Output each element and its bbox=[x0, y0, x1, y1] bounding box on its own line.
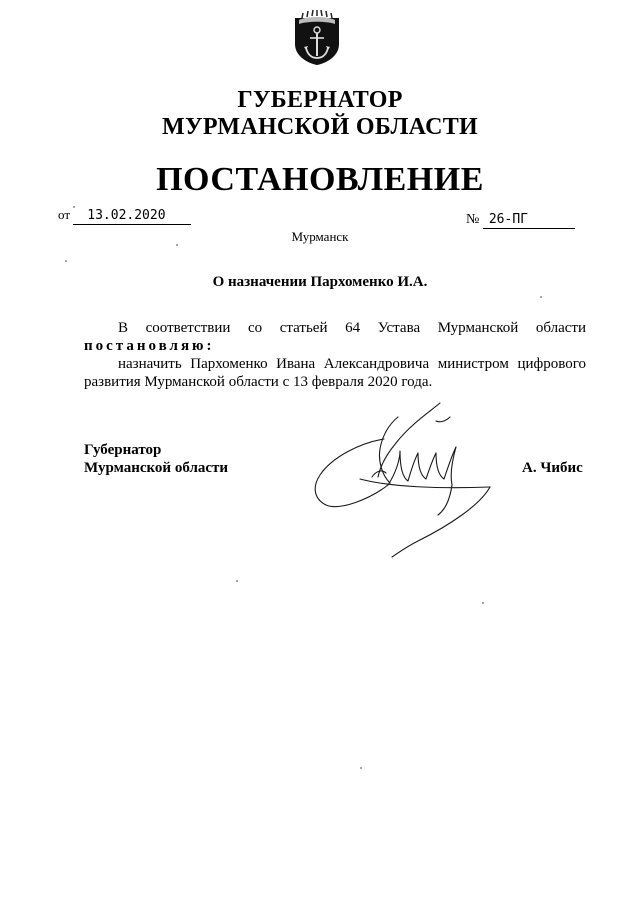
date-value: 13.02.2020 bbox=[73, 208, 191, 225]
number-field bbox=[466, 212, 575, 229]
document-body bbox=[84, 319, 586, 391]
scan-speck bbox=[360, 767, 362, 769]
city-name: Мурманск bbox=[291, 229, 349, 244]
body-paragraph-2: назначить Пархоменко Ивана Александровича министром цифрового развития Мурманской области с 13 февраля 2020 года. bbox=[84, 356, 586, 390]
decree-word: постановляю: bbox=[84, 338, 215, 354]
date-prefix: от bbox=[58, 207, 71, 222]
scan-speck bbox=[65, 260, 67, 262]
number-prefix: № bbox=[466, 212, 480, 227]
body-paragraph-1: В соответствии со статьей 64 Устава Мурманской области bbox=[118, 320, 586, 336]
document-subject: О назначении Пархоменко И.А. bbox=[212, 274, 428, 290]
date-field bbox=[58, 207, 191, 225]
scan-speck bbox=[540, 296, 542, 298]
org-title-line2: МУРМАНСКОЙ ОБЛАСТИ bbox=[162, 114, 478, 140]
scan-speck bbox=[236, 580, 238, 582]
scan-speck bbox=[176, 244, 178, 246]
coat-of-arms-icon bbox=[293, 10, 341, 66]
handwritten-signature bbox=[300, 395, 510, 570]
document-type-title: ПОСТАНОВЛЕНИЕ bbox=[156, 161, 484, 198]
signatory-title bbox=[84, 441, 228, 477]
scan-speck bbox=[73, 206, 75, 208]
org-title-line1: ГУБЕРНАТОР bbox=[237, 87, 403, 113]
signatory-name: А. Чибис bbox=[522, 460, 583, 476]
signatory-title-line2: Мурманской области bbox=[84, 460, 229, 476]
signatory-title-line1: Губернатор bbox=[84, 442, 162, 458]
number-value: 26-ПГ bbox=[483, 212, 575, 229]
scan-speck bbox=[482, 602, 484, 604]
